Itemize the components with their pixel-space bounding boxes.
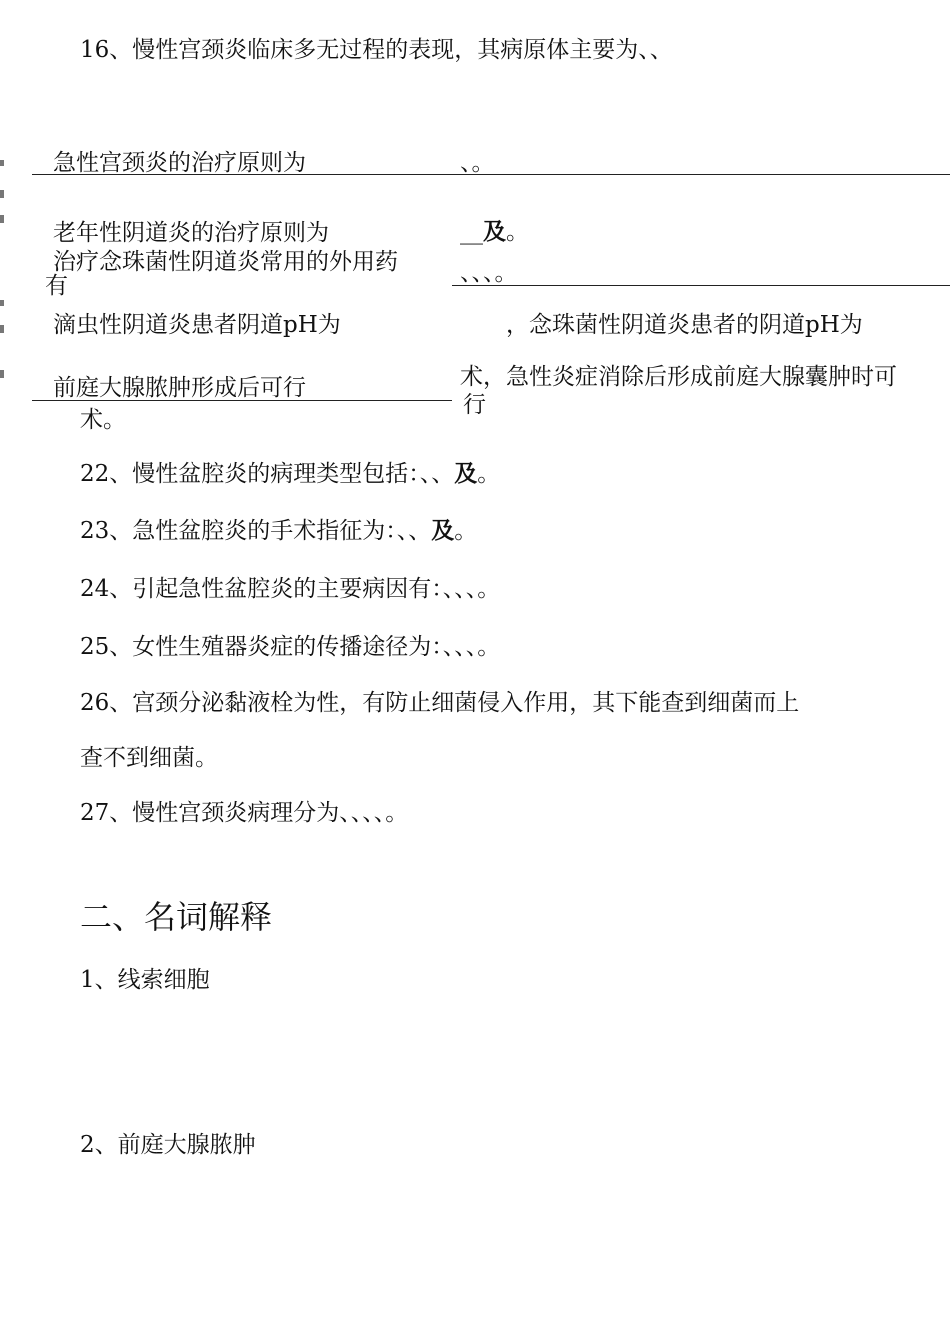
question-23-end: 。 (454, 518, 478, 544)
question-21-left: 前庭大腺脓肿形成后可行 (53, 375, 306, 401)
question-21-right: 术，急性炎症消除后形成前庭大腺囊肿时可 (460, 364, 897, 390)
margin-mark-5 (0, 325, 4, 333)
section-2-title: 二、名词解释 (80, 898, 273, 936)
margin-mark-6 (0, 370, 4, 378)
term-2: 2、前庭大腺脓肿 (80, 1132, 256, 1158)
question-19-rule (452, 285, 950, 286)
question-19-left: 治疗念珠菌性阴道炎常用的外用药 (53, 249, 398, 275)
question-23 (80, 517, 477, 545)
margin-mark-4 (0, 300, 4, 306)
margin-mark-2 (0, 190, 4, 198)
question-18-right (460, 218, 529, 246)
question-22 (80, 460, 500, 488)
question-16: 16、慢性宫颈炎临床多无过程的表现，其病原体主要为、、 (80, 37, 673, 63)
question-18-left: 老年性阴道炎的治疗原则为 (53, 220, 329, 246)
question-21-continuation: 术。 (80, 407, 126, 433)
margin-mark-1 (0, 160, 4, 166)
question-22-end: 。 (477, 461, 501, 487)
question-24: 24、引起急性盆腔炎的主要病因有：、、、。 (80, 576, 501, 602)
question-23-text: 23、急性盆腔炎的手术指征为：、、 (80, 518, 432, 544)
question-23-and: 及 (431, 518, 455, 544)
question-27: 27、慢性宫颈炎病理分为、、、、。 (80, 800, 409, 826)
question-17-left: 急性宫颈炎的治疗原则为 (53, 150, 306, 176)
question-19-right: 、、、。 (460, 260, 518, 286)
question-26-line-2: 查不到细菌。 (80, 745, 218, 771)
question-17-rule (32, 174, 950, 175)
question-22-text: 22、慢性盆腔炎的病理类型包括：、、 (80, 461, 455, 487)
question-21-rule (32, 400, 452, 401)
question-21-overflow: 行 (463, 392, 486, 418)
term-1: 1、线索细胞 (80, 967, 210, 993)
question-18-and: 及 (483, 219, 506, 245)
question-26-line-1: 26、宫颈分泌黏液栓为性，有防止细菌侵入作用，其下能查到细菌而上 (80, 690, 800, 716)
question-21-overflow-clip (463, 391, 493, 418)
question-20-left: 滴虫性阴道炎患者阴道pH为 (53, 312, 341, 338)
question-22-and: 及 (454, 461, 478, 487)
question-18-blank: __ (460, 219, 483, 245)
question-17-right: 、。 (460, 150, 495, 176)
question-19-overflow: 有 (45, 273, 68, 299)
question-18-end: 。 (506, 219, 529, 245)
margin-mark-3 (0, 215, 4, 223)
question-20-right: ，念珠菌性阴道炎患者的阴道pH为 (506, 312, 863, 338)
question-25: 25、女性生殖器炎症的传播途径为：、、、。 (80, 634, 501, 660)
question-19-overflow-clip (45, 272, 75, 299)
